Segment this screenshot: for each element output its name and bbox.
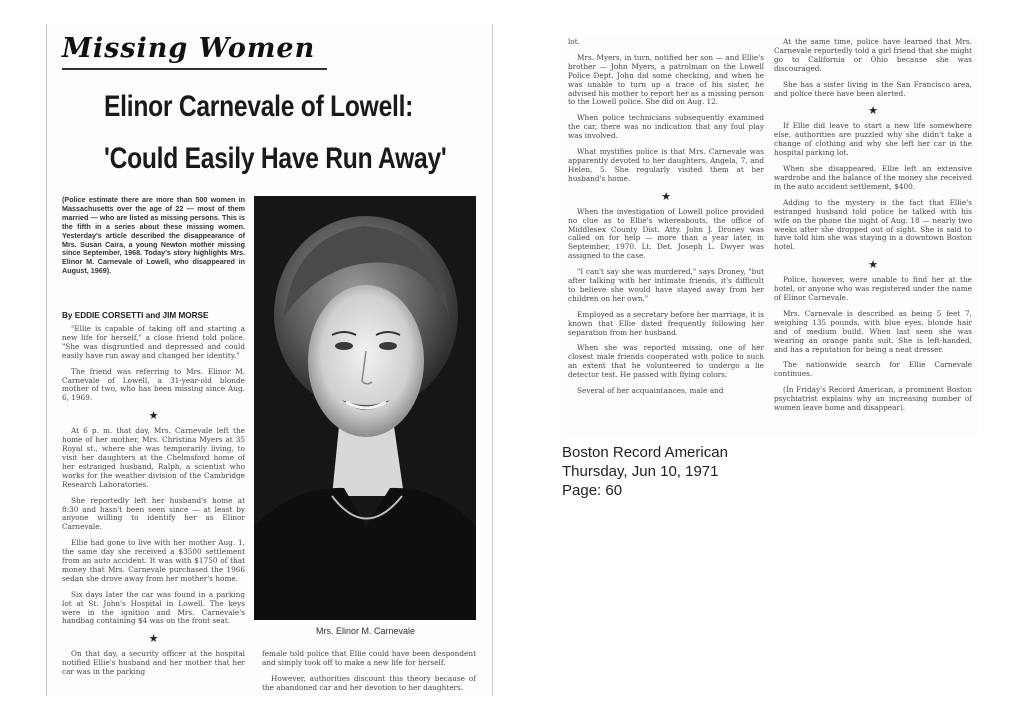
paragraph: Several of her acquaintances, male and bbox=[577, 386, 724, 396]
article-column-2 bbox=[262, 650, 476, 696]
star-separator-icon: ★ bbox=[868, 258, 878, 272]
article-column-3 bbox=[568, 38, 764, 403]
woman-portrait-image bbox=[254, 196, 476, 620]
paragraph: Ellie had gone to live with her mother Aug. 1, the same day she received a $3500 settlement from an auto accident. It was with $1750 of that money that Mrs. Carnevale purchased the 1966 sedan she drove away from her mother's home. bbox=[62, 538, 245, 583]
paragraph: When she was reported missing, one of her closest male friends cooperated with police to such an extent that he volunteered to undergo a lie detector test. He passed with flying colors. bbox=[568, 343, 764, 380]
right-clipping bbox=[562, 38, 978, 438]
paragraph: Adding to the mystery is the fact that Ellie's estranged husband told police he talked with his wife on the phone the night of Aug. 18 — nearly two weeks after she dropped out of sight. She is said to have told him she was staying in a downtown Boston hotel. bbox=[774, 197, 972, 252]
paragraph: (In Friday's Record American, a prominent Boston psychiatrist explains why an increasing number of women leave home and disappear). bbox=[774, 385, 972, 413]
paragraph: The nationwide search for Ellie Carnevale continues. bbox=[774, 360, 972, 379]
paragraph: She reportedly left her husband's home at 8:30 and hasn't been seen since — at least by anyone willing to identify her as Elinor Carnevale. bbox=[62, 495, 245, 532]
paragraph: At the same time, police have learned that Mrs. Carnevale reportedly told a girl friend that she might go to California or Ohio because she was discouraged. bbox=[774, 38, 972, 73]
paragraph: Police, however, were unable to find her at the hotel, or anyone who was registered under the name of Elinor Carnevale. bbox=[774, 275, 972, 303]
article-column-4 bbox=[774, 38, 972, 420]
paragraph: "I can't say she was murdered," says Droney, "but after talking with her intimate friends, it's difficult to believe she would have stayed away from her children on her own." bbox=[568, 267, 764, 303]
source-page: Page: 60 bbox=[562, 482, 623, 499]
source-citation bbox=[562, 443, 728, 500]
star-separator-icon: ★ bbox=[868, 104, 878, 118]
intro-paragraph: (Police estimate there are more than 500 women in Massachusetts over the age of 22 — most of them married — who are listed as missing persons. This is the fifth in a series about these missing women. Yesterday's article described the disappearance of Mrs. Susan Caira, a young Newton mother missing since September, 1968. Today's story highlights Mrs. Elinor M. Carnevale of Lowell, who disappeared in August, 1969). bbox=[62, 195, 245, 276]
paragraph: Six days later the car was found in a parking lot at St. John's Hospital in Lowell. The keys were in the ignition and Mrs. Carnevale's handbag containing $4 was on the front seat. bbox=[62, 589, 245, 626]
source-publication: Boston Record American bbox=[562, 444, 728, 461]
paragraph: When the investigation of Lowell police provided no clue as to Ellie's whereabouts, the office of Middlesex County Dist. Atty. John J. Droney was called on for help — more than a year later, in September, 1970. Lt. Det. Joseph L. Dwyer was assigned to the case. bbox=[568, 206, 764, 261]
star-separator-icon: ★ bbox=[661, 189, 671, 203]
paragraph: What mystifies police is that Mrs. Carnevale was apparently devoted to her daughters, Angela, 7, and Helen, 5. She regularly visited them at her husband's home. bbox=[568, 147, 764, 183]
kicker-rule bbox=[62, 68, 327, 70]
paragraph: If Ellie did leave to start a new life somewhere else, authorities are puzzled why she didn't take a change of clothing and why she left her car in the hospital parking lot. bbox=[774, 121, 972, 158]
paragraph: When she disappeared, Ellie left an extensive wardrobe and the balance of the money she received in the auto accident settlement, $400. bbox=[774, 164, 972, 191]
byline: By EDDIE CORSETTI and JIM MORSE bbox=[62, 311, 209, 320]
star-separator-icon: ★ bbox=[148, 632, 159, 646]
clip-edge bbox=[492, 24, 493, 696]
article-column-1 bbox=[62, 325, 245, 684]
paragraph: On that day, a security officer at the hospital notified Ellie's husband and her mother that her car was in the parking bbox=[62, 649, 245, 677]
paragraph: She has a sister living in the San Francisco area, and police there have been alerted. bbox=[774, 79, 972, 98]
paragraph: At 6 p. m. that day, Mrs. Carnevale left the home of her mother, Mrs. Christina Myers at 35 Royal st., where she was temporarily living, to visit her daughters at the Chelmsford home of her estranged husband, Ralph, a scientist who works for the weather division of the Cambridge Research Laboratories. bbox=[62, 426, 245, 489]
series-kicker: Missing Women bbox=[62, 33, 316, 64]
paragraph: female told police that Ellie could have been despondent and simply took off to make a new life for herself. bbox=[262, 649, 476, 667]
paragraph: lot. bbox=[568, 38, 580, 46]
photo-caption: Mrs. Elinor M. Carnevale bbox=[316, 626, 416, 636]
paragraph: Employed as a secretary before her marriage, it is known that Ellie dated frequently following her separation from her husband. bbox=[568, 309, 764, 337]
source-date: Thursday, Jun 10, 1971 bbox=[562, 463, 719, 480]
paragraph: The friend was referring to Mrs. Elinor M. Carnevale of Lowell, a 31-year-old blonde mother of two, who has been missing since Aug. 6, 1969. bbox=[62, 366, 245, 403]
paragraph: Mrs. Myers, in turn, notified her son — and Ellie's brother — John Myers, a patrolman on the Lowell Police Dept. John did some checking, and when he was unable to turn up a trace of his sister, he advised his mother to report her as a missing person to the Lowell police. She did on Aug. 12. bbox=[568, 52, 764, 107]
star-separator-icon: ★ bbox=[148, 409, 159, 423]
paragraph: When police technicians subsequently examined the car, there was no indication that any foul play was involved. bbox=[568, 113, 764, 141]
headline-line-2: 'Could Easily Have Run Away' bbox=[104, 142, 447, 175]
left-clipping bbox=[46, 24, 492, 696]
clip-edge bbox=[46, 24, 47, 696]
paragraph: "Ellie is capable of taking off and starting a new life for herself," a close friend told police. "She was disgruntled and depressed and could easily have run away and changed her identity." bbox=[62, 324, 245, 360]
headline-line-1: Elinor Carnevale of Lowell: bbox=[104, 90, 414, 123]
paragraph: However, authorities discount this theory because of the abandoned car and her devotion to her daughters. bbox=[262, 673, 476, 692]
portrait-photo bbox=[254, 196, 476, 620]
paragraph: Mrs. Carnevale is described as being 5 feet 7, weighing 135 pounds, with blue eyes, blonde hair and of medium build. When last seen she was wearing an orange pants suit. She is left-handed, and has a reputation for being a neat dresser. bbox=[774, 308, 972, 354]
